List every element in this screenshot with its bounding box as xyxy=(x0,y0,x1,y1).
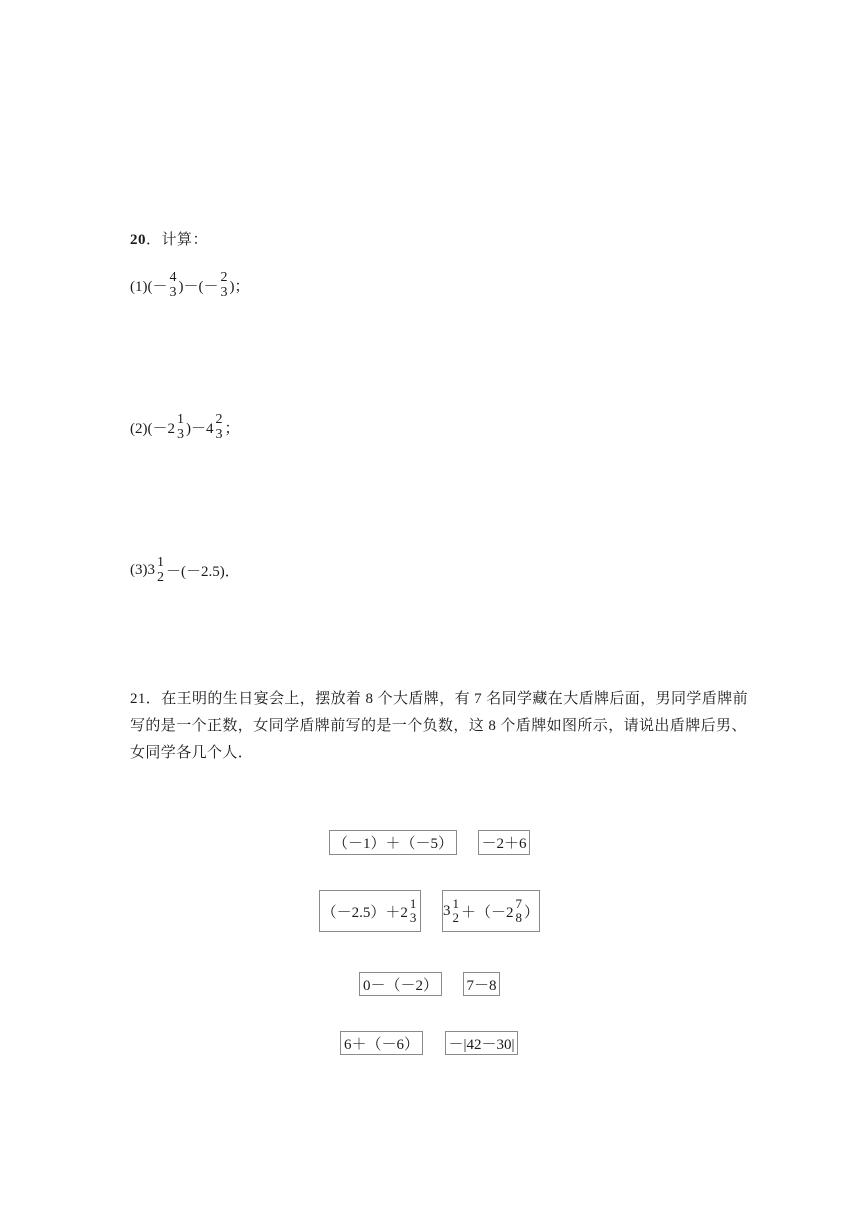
q20-part2-suffix: ； xyxy=(224,420,240,437)
shield-6-label: 7－8 xyxy=(466,977,497,994)
q20-part2-f1-num: 1 xyxy=(177,412,184,427)
shield-6 xyxy=(463,972,500,996)
shield-4-prefix: 3 xyxy=(442,902,451,919)
q20-part2-f2-den: 3 xyxy=(215,427,223,442)
q20-part2-f1-den: 3 xyxy=(177,427,184,442)
question-20-title xyxy=(130,228,208,249)
q20-part1-mid: )－(－ xyxy=(178,278,219,295)
shield-3 xyxy=(319,890,421,932)
shield-3-num: 1 xyxy=(409,896,417,911)
shield-3-den: 3 xyxy=(409,910,417,925)
q20-part2-fraction1 xyxy=(176,412,185,442)
q20-part2-prefix: (2)(－2 xyxy=(130,420,175,437)
q20-part2 xyxy=(130,412,240,442)
shield-8-label: －|42－30| xyxy=(448,1036,515,1053)
shield-4-fraction1 xyxy=(451,897,460,925)
question-20-number: 20 xyxy=(130,232,146,248)
question-21-line2: 写的是一个正数，女同学盾牌前写的是一个负数，这 8 个盾牌如图所示，请说出盾牌后男、 xyxy=(130,718,747,734)
q20-part1-f2-den: 3 xyxy=(220,285,228,300)
q20-part1-f1-den: 3 xyxy=(169,285,177,300)
shield-4-den1: 2 xyxy=(452,910,459,925)
shield-3-fraction xyxy=(409,897,418,925)
question-21-line1: 21．在王明的生日宴会上，摆放着 8 个大盾牌，有 7 名同学藏在大盾牌后面，男同学盾牌前 xyxy=(130,691,749,707)
q20-part3 xyxy=(130,555,240,585)
shield-4-num1: 1 xyxy=(452,896,459,911)
shield-4-mid: ＋（－2 xyxy=(460,904,514,921)
shield-4-num2: 7 xyxy=(515,896,522,911)
shield-5-label: 0－（－2） xyxy=(362,977,438,994)
q20-part2-fraction2 xyxy=(215,412,224,442)
q20-part1-fraction1 xyxy=(169,270,178,300)
shield-4 xyxy=(442,890,540,932)
q20-part1-f1-num: 4 xyxy=(169,270,177,285)
shield-7 xyxy=(340,1031,423,1055)
shield-7-label: 6＋（－6） xyxy=(343,1036,419,1053)
q20-part1 xyxy=(130,270,250,300)
shield-5 xyxy=(359,972,442,996)
shield-3-prefix: （－2.5）＋2 xyxy=(321,904,408,921)
shield-1 xyxy=(329,830,457,855)
shield-4-den2: 8 xyxy=(515,910,522,925)
q20-part1-f2-num: 2 xyxy=(220,270,228,285)
q20-part1-prefix: (1)(－ xyxy=(130,278,168,295)
shield-4-fraction2 xyxy=(515,897,524,925)
shield-1-label: （－1）＋（－5） xyxy=(332,836,453,852)
q20-part3-f1-den: 2 xyxy=(157,570,164,585)
shield-8 xyxy=(445,1031,518,1055)
q20-part3-f1-num: 1 xyxy=(157,555,164,570)
question-21-text xyxy=(130,686,750,767)
q20-part2-f2-num: 2 xyxy=(215,412,223,427)
q20-part3-fraction1 xyxy=(156,555,165,585)
q20-part3-suffix: －(－2.5)． xyxy=(166,563,240,580)
q20-part1-fraction2 xyxy=(220,270,229,300)
q20-part3-prefix: (3)3 xyxy=(130,561,155,578)
q20-part2-mid: )－4 xyxy=(186,420,214,437)
shield-2 xyxy=(478,830,530,855)
q20-part1-suffix: )； xyxy=(229,278,250,295)
question-21-line3: 女同学各几个人． xyxy=(130,745,254,761)
question-20-label: ．计算： xyxy=(146,232,209,248)
shield-4-suffix: ） xyxy=(524,904,540,921)
shield-2-label: －2＋6 xyxy=(481,836,527,852)
